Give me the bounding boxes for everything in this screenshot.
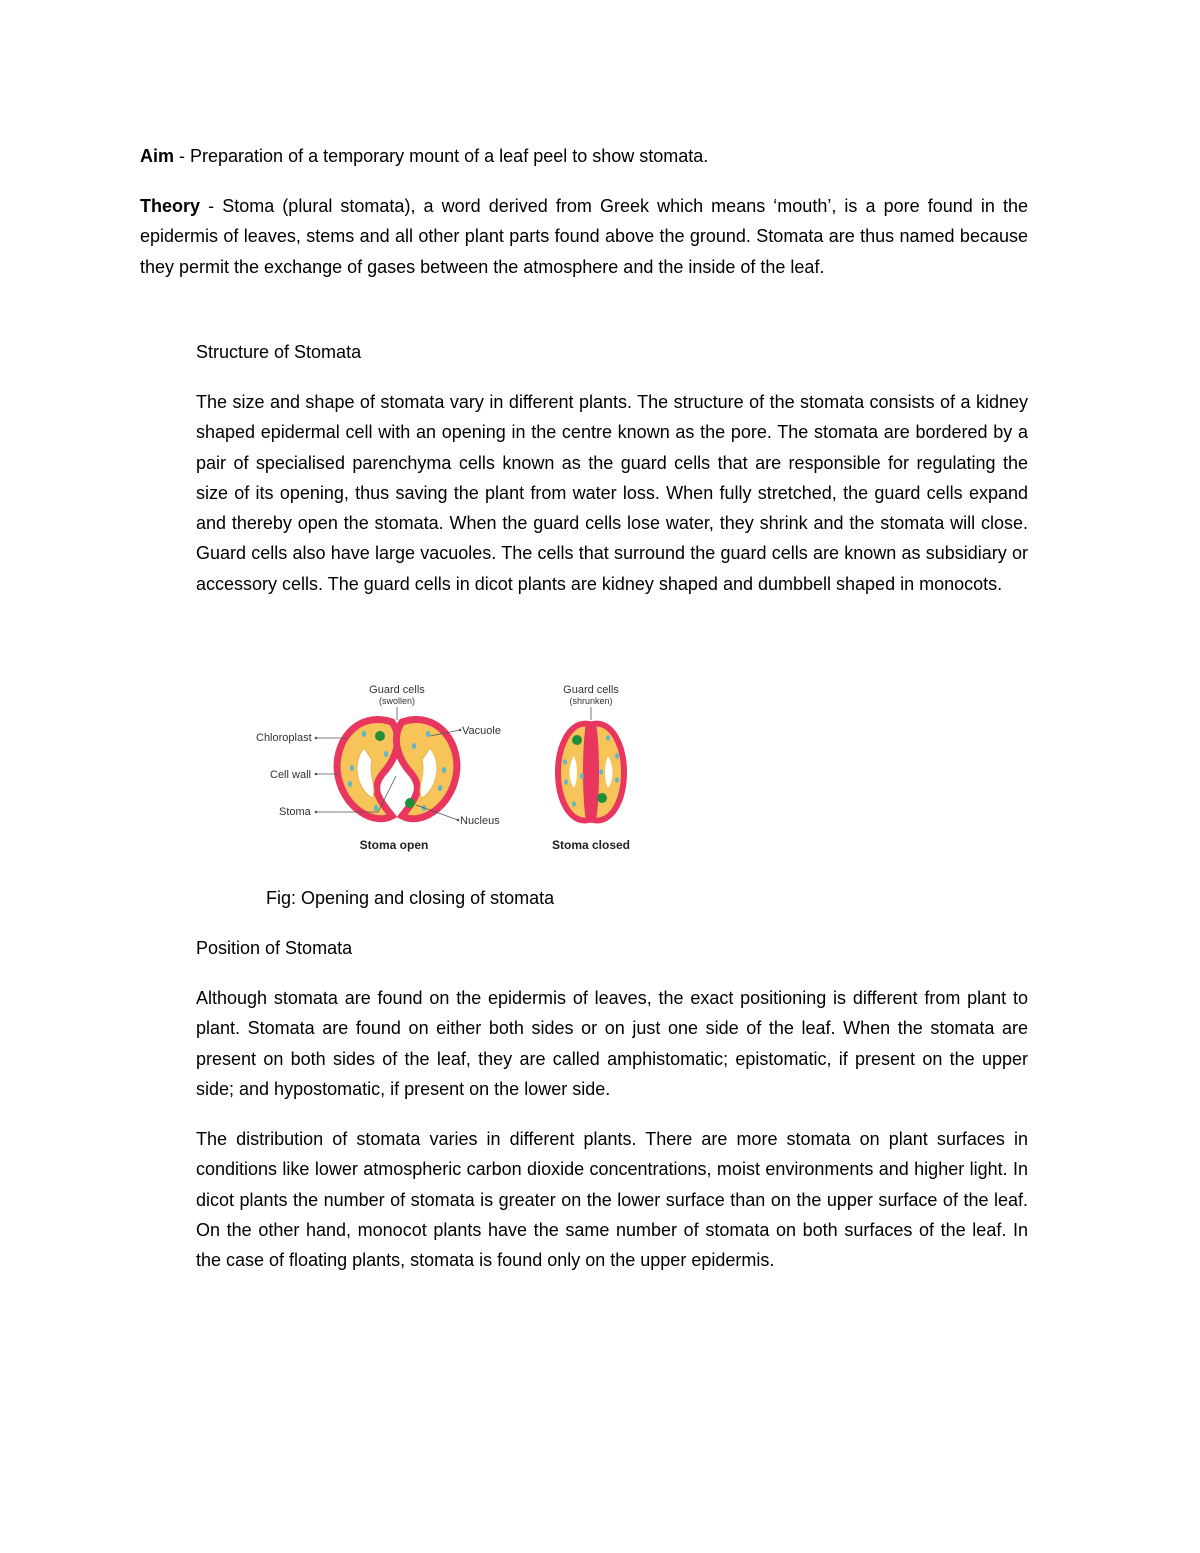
structure-heading: Structure of Stomata xyxy=(196,342,362,362)
aim-label: Aim xyxy=(140,146,175,166)
figure-caption: Fig: Opening and closing of stomata xyxy=(266,888,555,908)
theory-label: Theory xyxy=(140,196,201,216)
closed-guard-cells-label: Guard cells xyxy=(563,684,619,696)
aim-line xyxy=(140,141,1040,171)
stomata-figure xyxy=(252,676,642,856)
stoma-closed-caption: Stoma closed xyxy=(551,838,631,852)
vacuole-label: Vacuole xyxy=(462,725,501,737)
structure-paragraph: The size and shape of stomata vary in different plants. The structure of the stomata consists of a kidney shaped epidermal cell with an opening in the centre known as the pore. The stomata are bordered by a pair of specialised parenchyma cells known as the guard cells that are responsible for regulating the size of its opening, thus saving the plant from water loss. When fully stretched, the guard cells expand and thereby open the stomata. When the guard cells lose water, they shrink and the stomata will close. Guard cells also have large vacuoles. The cells that surround the guard cells are known as subsidiary or accessory cells. The guard cells in dicot plants are kidney shaped and dumbbell shaped in monocots. xyxy=(196,392,1028,594)
stoma-closed-diagram xyxy=(552,684,630,852)
position-paragraph-1: Although stomata are found on the epidermis of leaves, the exact positioning is different from plant to plant. Stomata are found on either both sides or on just one side of the leaf. When the stomata are present on both sides of the leaf, they are called amphistomatic; epistomatic, if present on the upper side; and hypostomatic, if present on the lower side. xyxy=(196,988,1028,1099)
stoma-open-caption: Stoma open xyxy=(359,838,429,852)
closed-guard-state-label: (shrunken) xyxy=(569,696,613,706)
theory-paragraph xyxy=(140,191,1028,282)
open-guard-cells-label: Guard cells xyxy=(369,684,425,696)
position-paragraph-2: The distribution of stomata varies in different plants. There are more stomata on plant surfaces in conditions like lower atmospheric carbon dioxide concentrations, moist environments and higher light. In dicot plants the number of stomata is greater on the lower surface than on the upper surface of the leaf. On the other hand, monocot plants have the same number of stomata on both surfaces of the leaf. In the case of floating plants, stomata is found only on the upper epidermis. xyxy=(196,1129,1028,1271)
closed-left-nucleus xyxy=(572,735,582,745)
open-guard-state-label: (swollen) xyxy=(378,696,416,706)
closed-pore xyxy=(587,726,595,818)
chloroplast-label: Chloroplast xyxy=(256,732,312,744)
left-nucleus xyxy=(375,731,385,741)
stoma-open-diagram xyxy=(256,684,501,852)
right-nucleus xyxy=(405,798,415,808)
aim-text: - Preparation of a temporary mount of a leaf peel to show stomata. xyxy=(174,146,709,166)
nucleus-label: Nucleus xyxy=(460,815,500,827)
theory-text: - Stoma (plural stomata), a word derived from Greek which means ‘mouth’, is a pore found in the epidermis of leaves, stems and all other plant parts found above the ground. Stomata are thus named because they permit the exchange of gases between the atmosphere and the inside of the leaf. xyxy=(140,196,1028,277)
cell-wall-label: Cell wall xyxy=(270,769,311,781)
closed-right-nucleus xyxy=(597,793,607,803)
stoma-label: Stoma xyxy=(279,806,311,818)
position-heading: Position of Stomata xyxy=(196,938,353,958)
